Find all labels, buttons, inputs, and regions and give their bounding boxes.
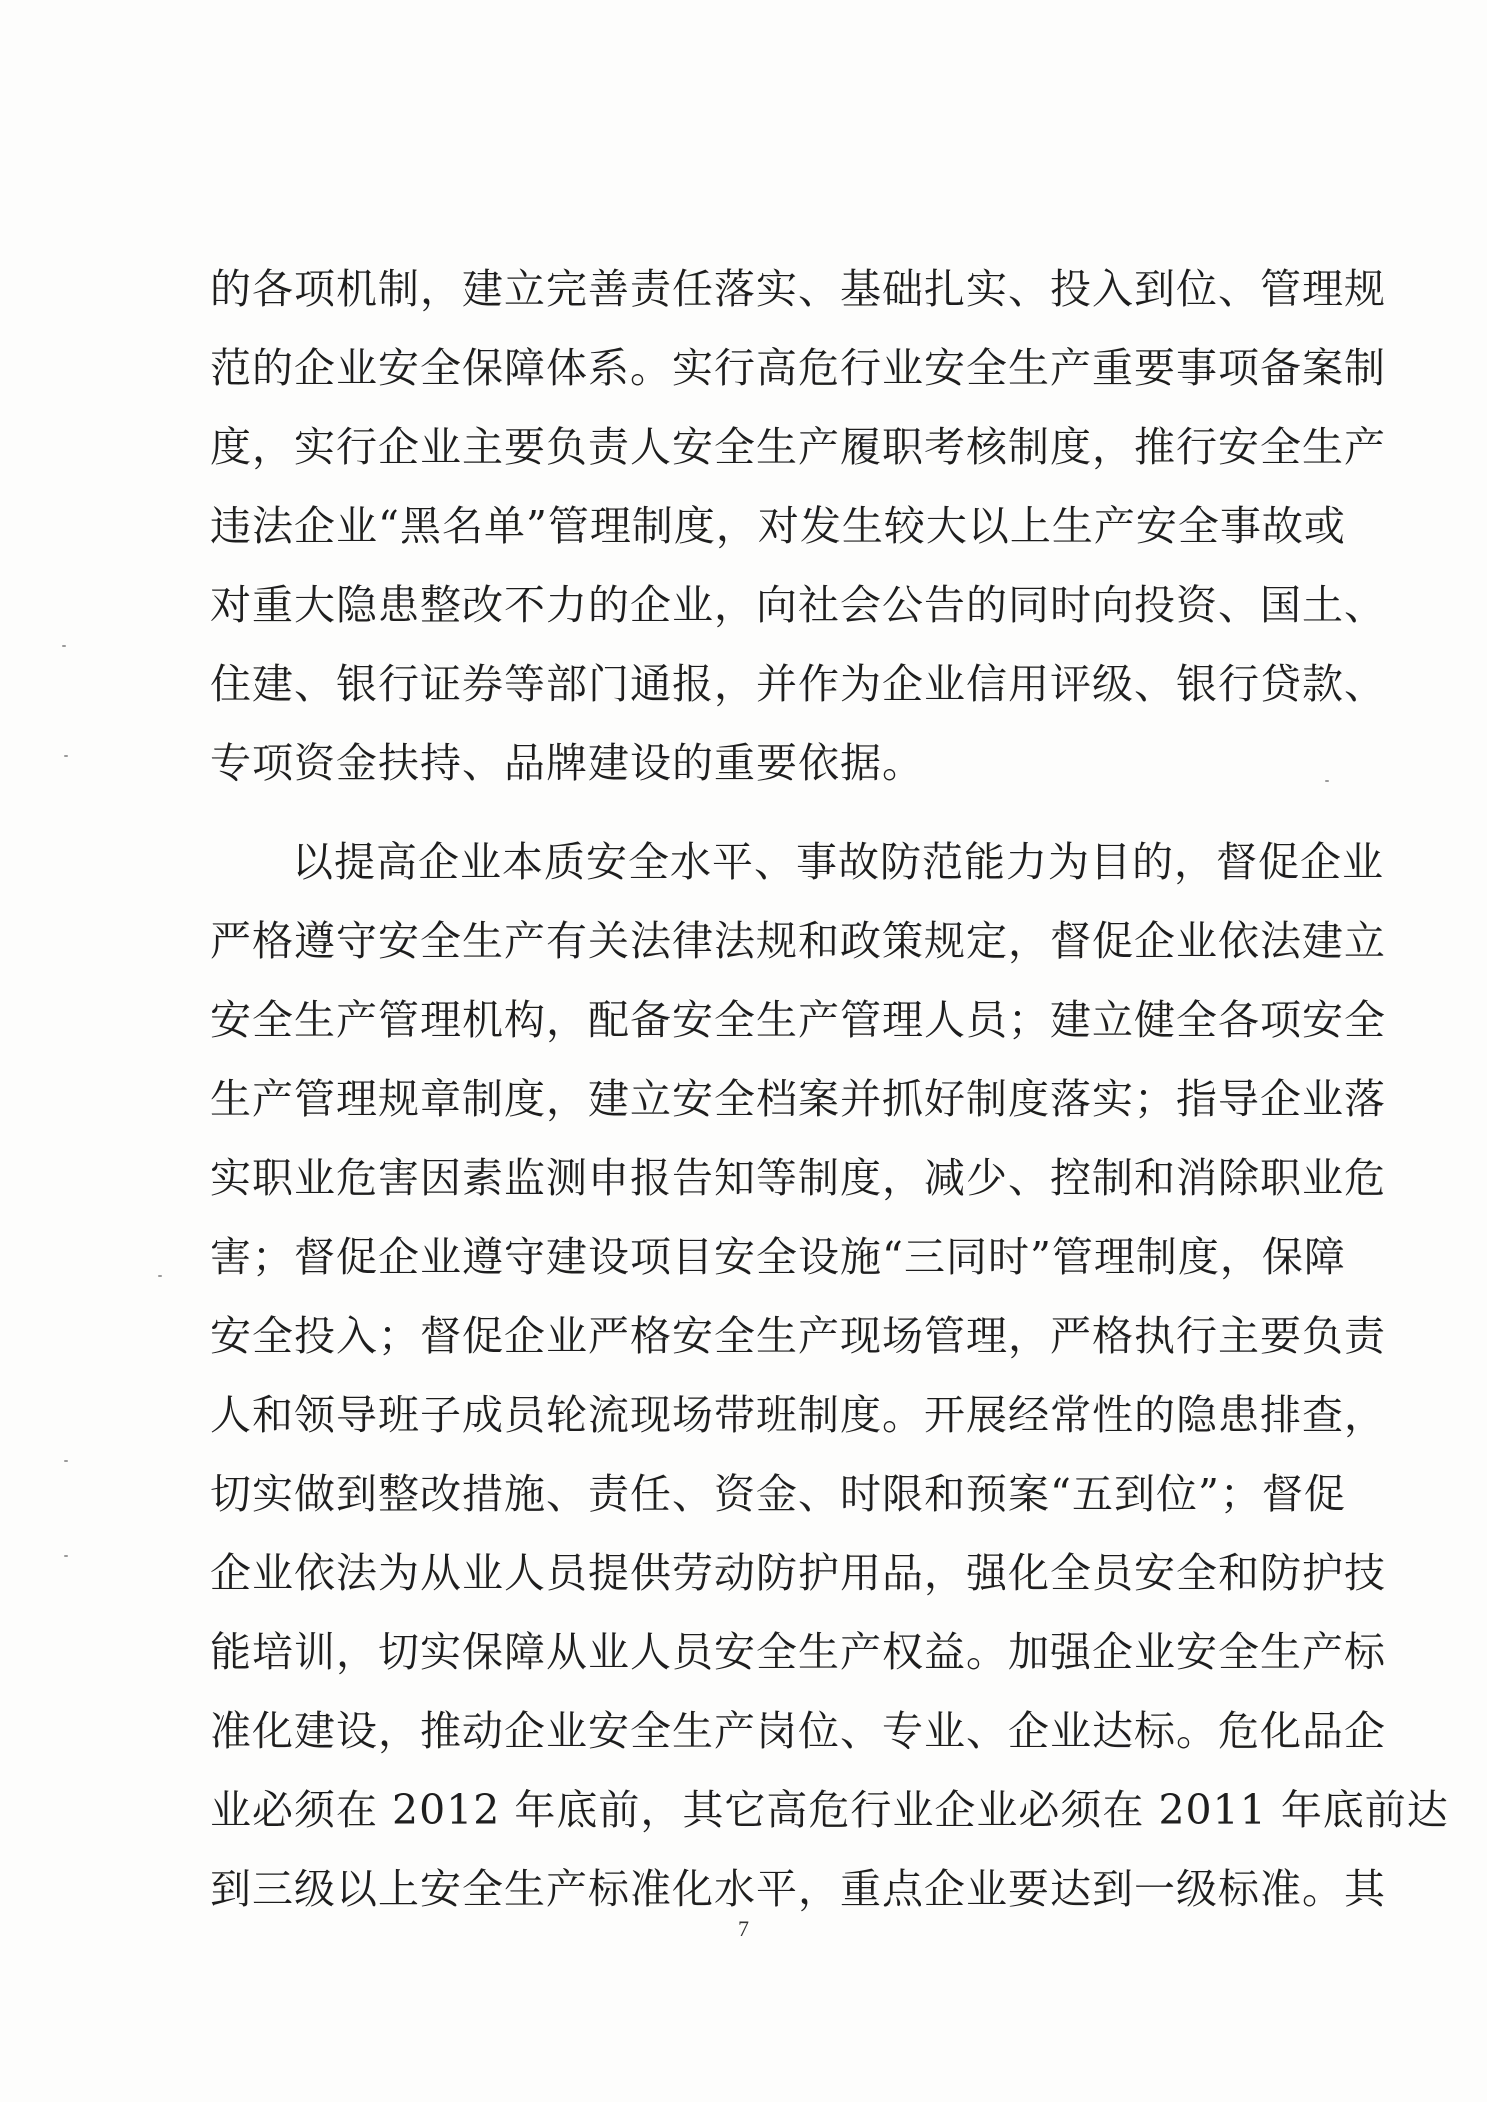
scan-speck xyxy=(64,1460,68,1462)
text-line: 能培训，切实保障从业人员安全生产权益。加强企业安全生产标 xyxy=(210,1628,1386,1676)
scan-speck xyxy=(62,645,66,647)
text-line: 专项资金扶持、品牌建设的重要依据。 xyxy=(210,739,924,787)
text-line: 到三级以上安全生产标准化水平，重点企业要达到一级标准。其 xyxy=(210,1865,1386,1913)
scan-speck xyxy=(64,755,68,757)
text-line: 严格遵守安全生产有关法律法规和政策规定，督促企业依法建立 xyxy=(210,917,1386,965)
scan-speck xyxy=(1325,780,1329,782)
text-line: 度，实行企业主要负责人安全生产履职考核制度，推行安全生产 xyxy=(210,423,1386,471)
text-line: 人和领导班子成员轮流现场带班制度。开展经常性的隐患排查， xyxy=(210,1391,1386,1439)
text-line: 的各项机制，建立完善责任落实、基础扎实、投入到位、管理规 xyxy=(210,265,1386,313)
paragraph-gap xyxy=(210,803,1302,823)
text-line: 生产管理规章制度，建立安全档案并抓好制度落实；指导企业落 xyxy=(210,1075,1386,1123)
text-line: 对重大隐患整改不力的企业，向社会公告的同时向投资、国土、 xyxy=(210,581,1386,629)
body-text xyxy=(210,250,1449,1929)
text-line: 切实做到整改措施、责任、资金、时限和预案“五到位”；督促 xyxy=(210,1470,1346,1518)
scan-speck xyxy=(64,1555,68,1557)
text-line: 安全投入；督促企业严格安全生产现场管理，严格执行主要负责 xyxy=(210,1312,1386,1360)
text-line: 以提高企业本质安全水平、事故防范能力为目的，督促企业 xyxy=(292,838,1384,886)
text-line: 住建、银行证券等部门通报，并作为企业信用评级、银行贷款、 xyxy=(210,660,1386,708)
scan-speck xyxy=(158,1275,162,1277)
text-line: 害；督促企业遵守建设项目安全设施“三同时”管理制度，保障 xyxy=(210,1233,1346,1281)
text-line: 安全生产管理机构，配备安全生产管理人员；建立健全各项安全 xyxy=(210,996,1386,1044)
text-line: 业必须在 2012 年底前，其它高危行业企业必须在 2011 年底前达 xyxy=(210,1786,1449,1834)
text-line: 企业依法为从业人员提供劳动防护用品，强化全员安全和防护技 xyxy=(210,1549,1386,1597)
text-line: 范的企业安全保障体系。实行高危行业安全生产重要事项备案制 xyxy=(210,344,1386,392)
text-line: 准化建设，推动企业安全生产岗位、专业、企业达标。危化品企 xyxy=(210,1707,1386,1755)
text-line: 实职业危害因素监测申报告知等制度，减少、控制和消除职业危 xyxy=(210,1154,1386,1202)
text-line: 违法企业“黑名单”管理制度，对发生较大以上生产安全事故或 xyxy=(210,502,1346,550)
page-number: 7 xyxy=(738,1916,749,1941)
